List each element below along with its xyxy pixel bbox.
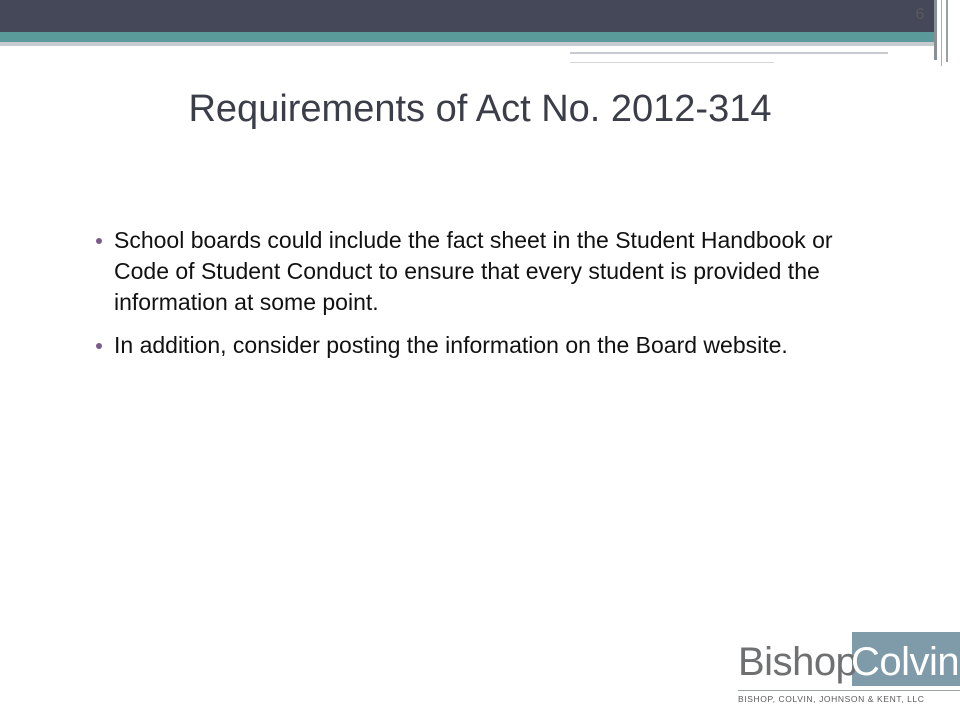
bullet-icon	[96, 343, 102, 349]
page-number: 6	[915, 6, 925, 23]
logo-word-colvin: Colvin	[851, 640, 960, 684]
logo-subtitle: BISHOP, COLVIN, JOHNSON & KENT, LLC	[738, 694, 925, 704]
vertical-accent-line	[941, 0, 942, 66]
slide-title: Requirements of Act No. 2012-314	[188, 88, 772, 130]
bullet-list	[110, 225, 870, 373]
bullet-text: In addition, consider posting the information on the Board website.	[114, 332, 788, 358]
bullet-icon	[96, 238, 102, 244]
header-band-teal	[0, 32, 934, 42]
bullet-item	[110, 225, 870, 318]
vertical-accent-line	[934, 0, 937, 60]
header-accent-line	[570, 62, 774, 63]
header-band-dark	[0, 0, 934, 32]
logo-divider	[738, 690, 960, 691]
logo-word-bishop: Bishop	[738, 640, 858, 684]
header-accent-line	[570, 52, 888, 54]
bullet-text: School boards could include the fact sheet in the Student Handbook or Code of Student Conduct to ensure that every student is provided the information at some point.	[114, 227, 833, 315]
bullet-item	[110, 330, 870, 361]
header-band-grey	[0, 42, 934, 46]
vertical-accent-line	[946, 0, 948, 62]
